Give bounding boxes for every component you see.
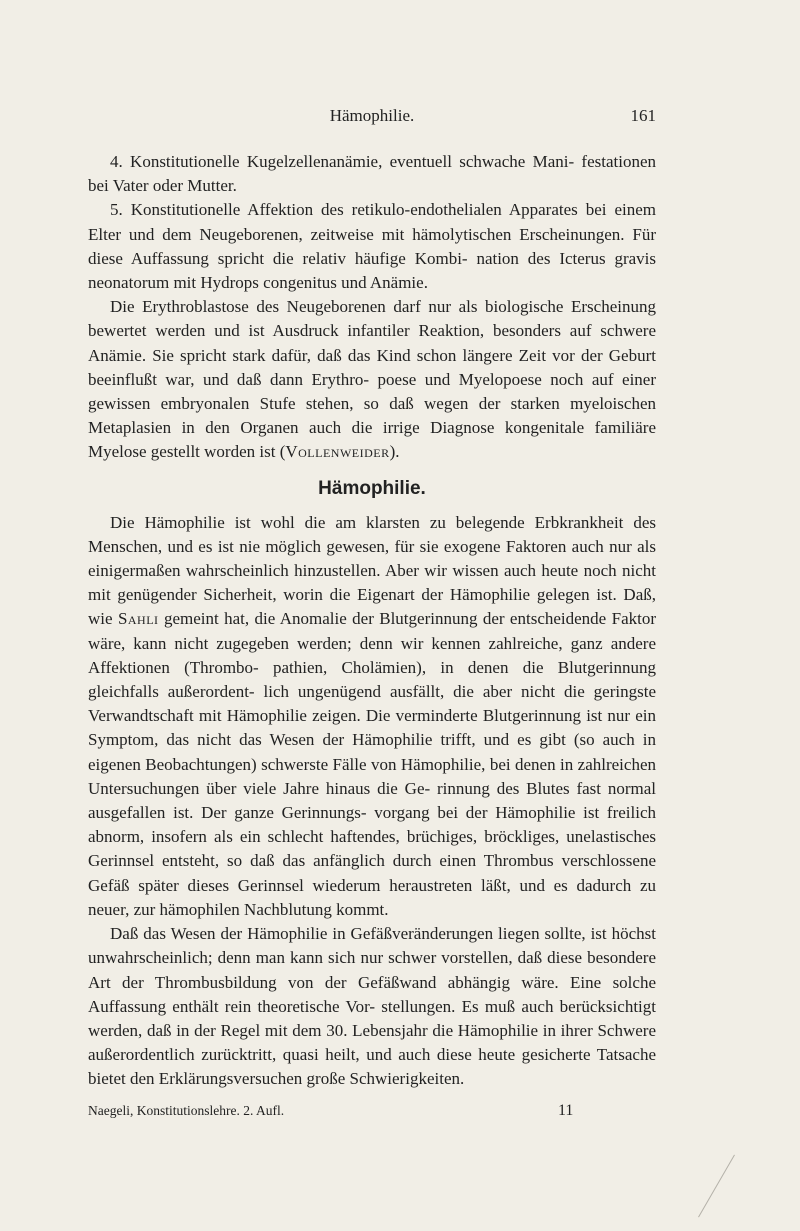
paragraph-item-5: 5. Konstitutionelle Affektion des retikulo-endothelialen Apparates bei einem Elter und dem Neugeborenen, zeitweise mit hämolytischen Erscheinungen. Für diese Auffassung spricht die relativ häufige Kombi- nation des Icterus gravis neonatorum mit Hydrops congenitus und Anämie. bbox=[88, 200, 656, 293]
running-header bbox=[88, 104, 656, 128]
book-page bbox=[88, 104, 656, 1122]
paragraph-item-4: 4. Konstitutionelle Kugelzellenanämie, eventuell schwache Mani- festationen bei Vater oder Mutter. bbox=[88, 152, 656, 196]
paragraph-gefaess: Daß das Wesen der Hämophilie in Gefäßveränderungen liegen sollte, ist höchst unwahrscheinlich; denn man kann sich nur schwer vorstellen, daß diese besondere Art der Thrombusbildung von der Gefäßwand abhängig wäre. Eine solche Auffassung enthält rein theoretische Vor- stellungen. Es muß auch berücksichtigt werden, daß in der Regel mit dem 30. Lebensjahr die Hämophilie in ihrer Schwere außerordentlich zurücktritt, quasi heilt, und auch diese heute gesicherte Tatsache bietet den Erklärungsversuchen große Schwierigkeiten. bbox=[88, 924, 656, 1089]
footer-source: Naegeli, Konstitutionslehre. 2. Aufl. bbox=[88, 1102, 285, 1118]
author-vollenweider: Vollenweider bbox=[285, 442, 390, 462]
signature-mark: 11 bbox=[558, 1101, 574, 1119]
author-sahli: Sahli bbox=[117, 609, 159, 629]
page-footer bbox=[88, 1100, 656, 1122]
paragraph-erythroblastose bbox=[88, 295, 656, 464]
paragraph-haemophilie-part1: Die Hämophilie ist wohl die am klarsten zu belegende Erbkrankheit des Menschen, und es ist nie möglich gewesen, für sie exogene Faktoren auch nur als einigermaßen wahrscheinlich hinzustellen. Aber wir wissen auch heute noch nicht mit genügender Sicherheit, worin die Eigenart der Hämophilie gelegen ist. Daß, wie bbox=[88, 512, 656, 629]
running-header-title: Hämophilie. bbox=[329, 106, 415, 125]
paragraph-haemophilie bbox=[88, 511, 656, 922]
body-text bbox=[88, 150, 656, 1092]
paragraph-erythroblastose-end: ). bbox=[389, 442, 400, 462]
section-heading: Hämophilie. bbox=[318, 477, 426, 499]
stray-pencil-mark bbox=[698, 1155, 735, 1218]
page-number: 161 bbox=[630, 106, 656, 125]
paragraph-haemophilie-part2: gemeint hat, die Anomalie der Blutgerinnung der entscheidende Faktor wäre, kann nicht zugegeben werden; denn wir kennen zahlreiche, ganz andere Affektionen (Thrombo- pathien, Cholämien), in denen die Blutgerinnung gleichfalls außerordent- lich ungenügend ausfällt, die aber nicht die geringste Verwandtschaft mit Hämophilie zeigen. Die verminderte Blutgerinnung ist nur ein Symptom, das nicht das Wesen der Hämophilie trifft, und es gibt (so auch in eigenen Beobachtungen) schwerste Fälle von Hämophilie, bei denen in zahlreichen Untersuchungen über viele Jahre hinaus die Ge- rinnung des Blutes fast normal ausgefallen ist. Der ganze Gerinnungs- vorgang bei der Hämophilie ist freilich abnorm, insofern als ein schlecht haftendes, brüchiges, bröckliges, unelastisches Gerinnsel entsteht, so daß das anfänglich durch einen Thrombus verschlossene Gefäß später dieses Gerinnsel wiederum heraustreten läßt, und es dadurch zu neuer, zur hämophilen Nachblutung kommt. bbox=[88, 609, 656, 919]
paragraph-erythroblastose-text: Die Erythroblastose des Neugeborenen darf nur als biologische Erscheinung bewertet werden und ist Ausdruck infantiler Reaktion, besonders auf schwere Anämie. Sie spricht stark dafür, daß das Kind schon längere Zeit vor der Geburt beeinflußt war, und daß dann Erythro- poese und Myelopoese noch auf einer gewissen embryonalen Stufe stehen, so daß wegen der starken myeloischen Metaplasien in den Organen auch die irrige Diagnose kongenitale familiäre Myelose gestellt worden ist ( bbox=[88, 297, 656, 462]
